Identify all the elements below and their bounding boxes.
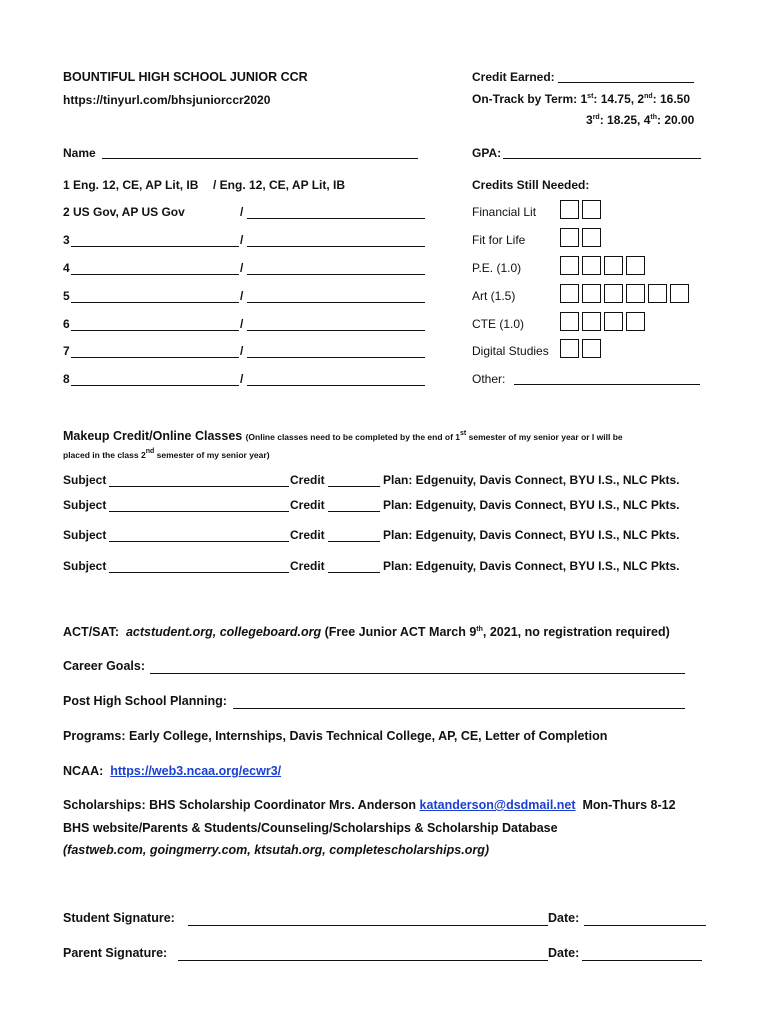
credits-needed-title: Credits Still Needed:	[472, 178, 590, 192]
makeup-heading	[63, 430, 623, 443]
term1-value: : 14.75, 2	[593, 92, 645, 106]
ontrack-term-line1	[472, 93, 690, 105]
makeup-subject-field[interactable]	[109, 511, 289, 512]
class-row-field-right[interactable]	[247, 302, 425, 303]
credit-checkbox[interactable]	[582, 228, 601, 247]
credit-checkbox[interactable]	[582, 284, 601, 303]
term4-value: : 20.00	[657, 113, 695, 127]
makeup-plan: Plan: Edgenuity, Davis Connect, BYU I.S., NLC Pkts.	[383, 473, 680, 487]
class-row-2-field[interactable]	[247, 218, 425, 219]
parent-date-field[interactable]	[582, 960, 702, 961]
name-field[interactable]	[102, 158, 418, 159]
ncaa-line	[63, 765, 281, 778]
student-signature-field[interactable]	[188, 925, 548, 926]
term4-sup: th	[650, 114, 657, 121]
class-row-field-right[interactable]	[247, 274, 425, 275]
student-date-label: Date:	[548, 911, 580, 925]
credit-checkbox-group	[560, 228, 604, 247]
credit-checkbox[interactable]	[626, 284, 645, 303]
act-sites: actstudent.org, collegeboard.org	[125, 625, 322, 639]
makeup-note-1-sup: st	[460, 430, 467, 437]
student-date-field[interactable]	[584, 925, 706, 926]
term3-value: : 18.25, 4	[599, 113, 651, 127]
credit-needed-label: Digital Studies	[472, 344, 549, 358]
term1-sup: st	[587, 93, 594, 100]
credit-checkbox[interactable]	[604, 284, 623, 303]
makeup-credit-label: Credit	[290, 559, 325, 573]
career-goals-field[interactable]	[150, 673, 685, 674]
makeup-subject-label: Subject	[63, 528, 107, 542]
programs-line: Programs: Early College, Internships, Davis Technical College, AP, CE, Letter of Completion	[63, 729, 608, 743]
parent-signature-field[interactable]	[178, 960, 548, 961]
act-label: ACT/SAT:	[63, 625, 120, 639]
ncaa-label: NCAA:	[63, 764, 104, 778]
credit-checkbox[interactable]	[560, 312, 579, 331]
class-row-1-left: 1 Eng. 12, CE, AP Lit, IB	[63, 178, 199, 192]
other-field[interactable]	[514, 384, 700, 385]
scholarship-hours: Mon-Thurs 8-12	[582, 798, 676, 812]
makeup-note-4: semester of my senior year)	[154, 450, 270, 460]
term3: 3	[586, 113, 593, 127]
act-free-2: , 2021, no registration required)	[482, 625, 670, 639]
credit-checkbox-group	[560, 339, 604, 358]
credit-earned-label: Credit Earned:	[472, 70, 555, 84]
credit-checkbox[interactable]	[626, 256, 645, 275]
class-row-field-right[interactable]	[247, 385, 425, 386]
credit-needed-label: P.E. (1.0)	[472, 261, 522, 275]
credit-checkbox[interactable]	[560, 284, 579, 303]
class-row-slash: /	[240, 289, 244, 303]
parent-date-label: Date:	[548, 946, 580, 960]
credit-checkbox[interactable]	[560, 256, 579, 275]
credit-checkbox[interactable]	[560, 339, 579, 358]
class-row-slash: /	[240, 233, 244, 247]
makeup-note-line2	[63, 448, 270, 460]
class-row-field-right[interactable]	[247, 246, 425, 247]
makeup-credit-label: Credit	[290, 498, 325, 512]
name-label: Name	[63, 146, 96, 160]
credit-needed-label: CTE (1.0)	[472, 317, 525, 331]
post-hs-label: Post High School Planning:	[63, 694, 227, 708]
scholarships-line-2: BHS website/Parents & Students/Counseling/Scholarships & Scholarship Database	[63, 821, 558, 835]
makeup-note-2: semester of my senior year or I will be	[466, 432, 623, 442]
class-row-slash: /	[240, 372, 244, 386]
credit-checkbox-group	[560, 312, 648, 331]
scholarships-line	[63, 799, 676, 812]
makeup-note-3: placed in the class 2	[63, 450, 146, 460]
makeup-plan: Plan: Edgenuity, Davis Connect, BYU I.S., NLC Pkts.	[383, 559, 680, 573]
makeup-credit-label: Credit	[290, 528, 325, 542]
class-row-number: 5	[63, 289, 70, 303]
makeup-subject-field[interactable]	[109, 541, 289, 542]
credit-checkbox[interactable]	[582, 339, 601, 358]
ontrack-label: On-Track by Term:	[472, 92, 578, 106]
makeup-subject-field[interactable]	[109, 572, 289, 573]
class-row-slash: /	[240, 344, 244, 358]
credit-checkbox[interactable]	[582, 256, 601, 275]
makeup-subject-label: Subject	[63, 559, 107, 573]
credit-earned-field[interactable]	[558, 82, 694, 83]
class-row-1-right: / Eng. 12, CE, AP Lit, IB	[213, 178, 346, 192]
parent-signature-label: Parent Signature:	[63, 946, 168, 960]
class-row-field-left[interactable]	[71, 357, 239, 358]
credit-checkbox[interactable]	[604, 256, 623, 275]
makeup-note-1: (Online classes need to be completed by the end of 1	[245, 432, 461, 442]
other-label: Other:	[472, 372, 506, 386]
class-row-field-right[interactable]	[247, 330, 425, 331]
page-url: https://tinyurl.com/bhsjuniorccr2020	[63, 93, 271, 107]
class-row-field-left[interactable]	[71, 330, 239, 331]
credit-checkbox[interactable]	[560, 200, 579, 219]
class-row-2-slash: /	[240, 205, 244, 219]
credit-checkbox[interactable]	[648, 284, 667, 303]
act-free-sup: th	[476, 626, 483, 633]
makeup-note-3-sup: nd	[145, 448, 155, 455]
gpa-label: GPA:	[472, 146, 502, 160]
credit-checkbox[interactable]	[582, 312, 601, 331]
scholarship-email-link[interactable]: katanderson@dsdmail.net	[419, 798, 576, 812]
class-row-slash: /	[240, 261, 244, 275]
credit-checkbox[interactable]	[582, 200, 601, 219]
credit-checkbox[interactable]	[560, 228, 579, 247]
post-hs-field[interactable]	[233, 708, 685, 709]
makeup-credit-field[interactable]	[328, 486, 380, 487]
makeup-plan: Plan: Edgenuity, Davis Connect, BYU I.S., NLC Pkts.	[383, 528, 680, 542]
ncaa-link[interactable]: https://web3.ncaa.org/ecwr3/	[110, 764, 282, 778]
gpa-field[interactable]	[503, 158, 701, 159]
class-row-number: 8	[63, 372, 70, 386]
makeup-subject-label: Subject	[63, 498, 107, 512]
class-row-number: 4	[63, 261, 70, 275]
term1: 1	[580, 92, 588, 106]
credit-checkbox-group	[560, 200, 604, 219]
act-free-1: (Free Junior ACT March 9	[324, 625, 477, 639]
scholarships-line-3: (fastweb.com, goingmerry.com, ktsutah.org, completescholarships.org)	[63, 843, 490, 857]
term3-sup: rd	[592, 114, 600, 121]
makeup-credit-field[interactable]	[328, 541, 380, 542]
class-row-field-left[interactable]	[71, 385, 239, 386]
makeup-title: Makeup Credit/Online Classes	[63, 429, 243, 443]
credit-checkbox[interactable]	[670, 284, 689, 303]
term2-value: : 16.50	[652, 92, 691, 106]
class-row-number: 6	[63, 317, 70, 331]
credit-needed-label: Art (1.5)	[472, 289, 516, 303]
page-title: BOUNTIFUL HIGH SCHOOL JUNIOR CCR	[63, 70, 308, 84]
makeup-plan: Plan: Edgenuity, Davis Connect, BYU I.S., NLC Pkts.	[383, 498, 680, 512]
credit-checkbox-group	[560, 284, 692, 303]
term2-sup: nd	[644, 93, 653, 100]
class-row-field-left[interactable]	[71, 302, 239, 303]
credit-needed-label: Financial Lit	[472, 205, 537, 219]
ontrack-term-line2	[586, 114, 694, 126]
credit-checkbox[interactable]	[604, 312, 623, 331]
student-signature-label: Student Signature:	[63, 911, 175, 925]
class-row-number: 3	[63, 233, 70, 247]
class-row-field-left[interactable]	[71, 274, 239, 275]
makeup-credit-label: Credit	[290, 473, 325, 487]
scholarships-label: Scholarships: BHS Scholarship Coordinator Mrs. Anderson	[63, 798, 417, 812]
act-sat-line	[63, 626, 670, 639]
makeup-subject-field[interactable]	[109, 486, 289, 487]
class-row-field-right[interactable]	[247, 357, 425, 358]
credit-checkbox-group	[560, 256, 648, 275]
makeup-credit-field[interactable]	[328, 572, 380, 573]
credit-checkbox[interactable]	[626, 312, 645, 331]
makeup-subject-label: Subject	[63, 473, 107, 487]
career-goals-label: Career Goals:	[63, 659, 145, 673]
credit-needed-label: Fit for Life	[472, 233, 526, 247]
class-row-number: 7	[63, 344, 70, 358]
class-row-field-left[interactable]	[71, 246, 239, 247]
makeup-credit-field[interactable]	[328, 511, 380, 512]
class-row-slash: /	[240, 317, 244, 331]
class-row-2-left: 2 US Gov, AP US Gov	[63, 205, 185, 219]
